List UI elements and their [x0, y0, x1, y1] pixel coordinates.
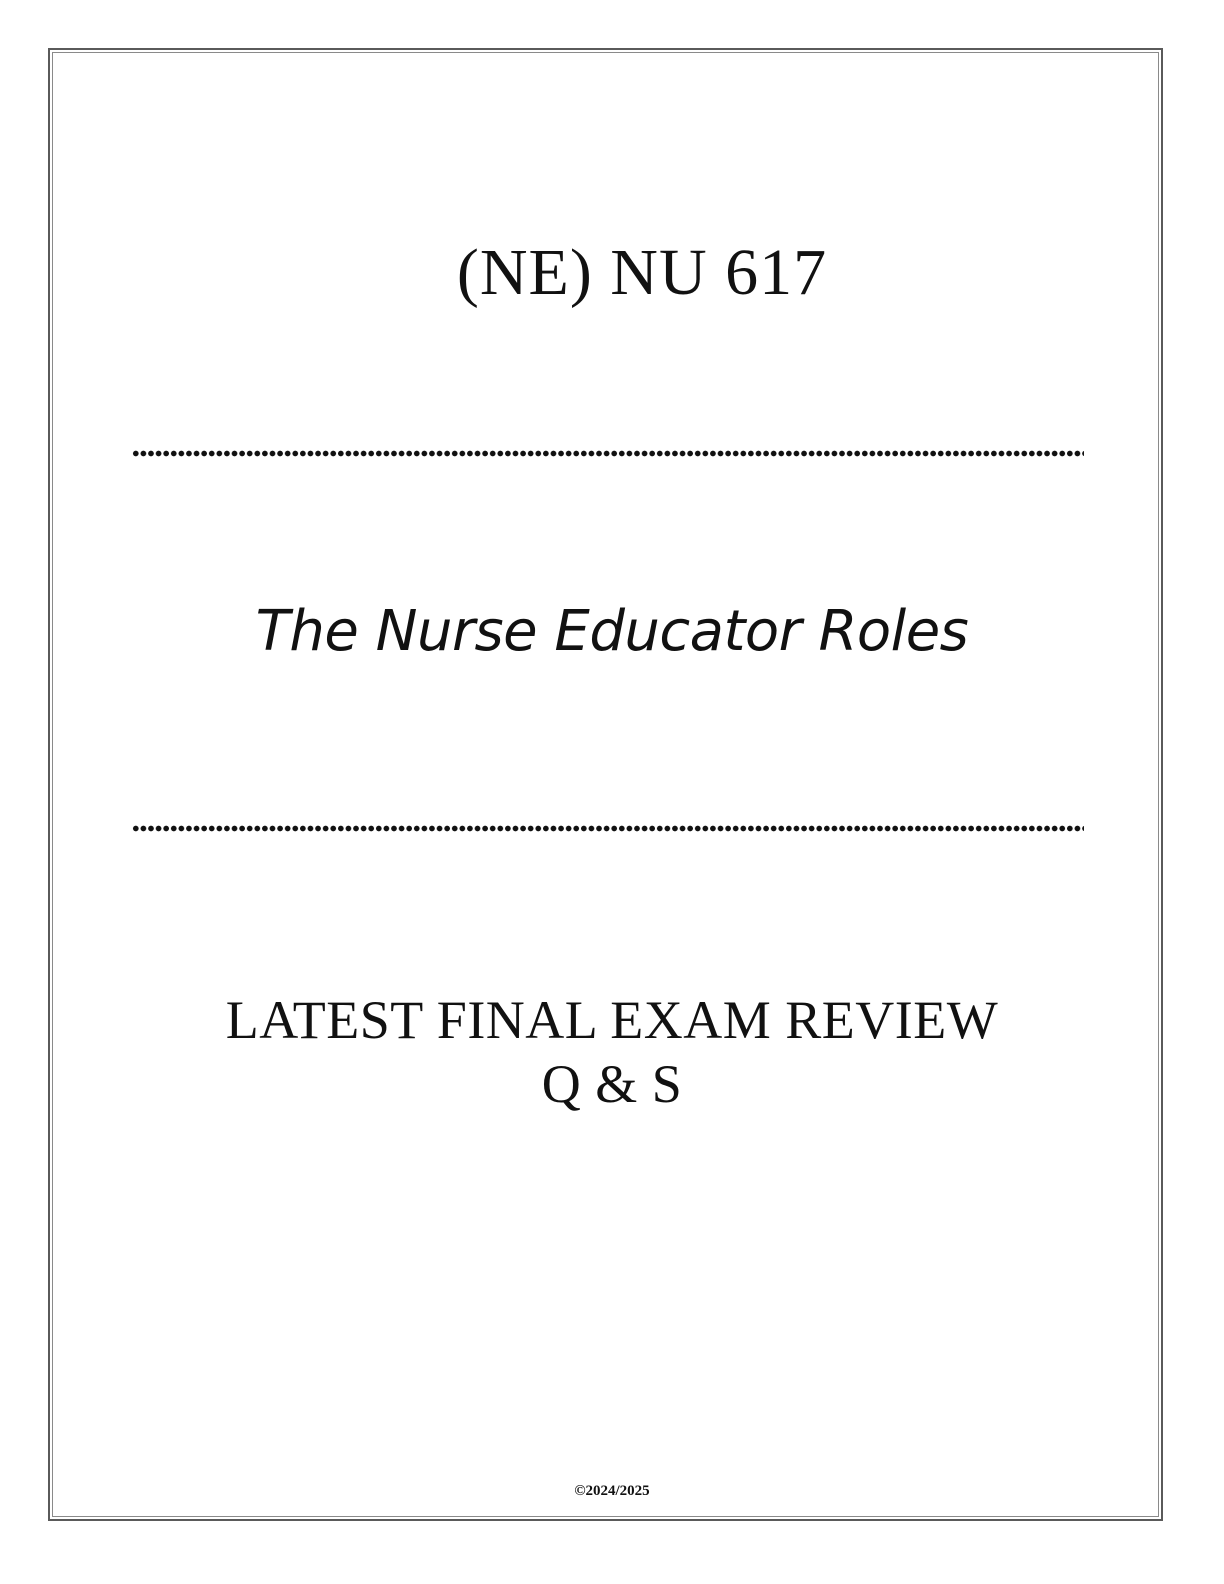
copyright-notice: ©2024/2025 — [574, 1483, 650, 1499]
exam-title-block — [0, 988, 1224, 1116]
course-code-title: (NE) NU 617 — [456, 236, 828, 309]
exam-title-line-1: LATEST FINAL EXAM REVIEW — [225, 990, 999, 1050]
dotted-divider-top — [132, 450, 1084, 457]
course-subtitle: The Nurse Educator Roles — [255, 599, 969, 664]
dotted-divider-bottom — [132, 825, 1084, 832]
exam-title-line-2: Q & S — [541, 1054, 683, 1114]
